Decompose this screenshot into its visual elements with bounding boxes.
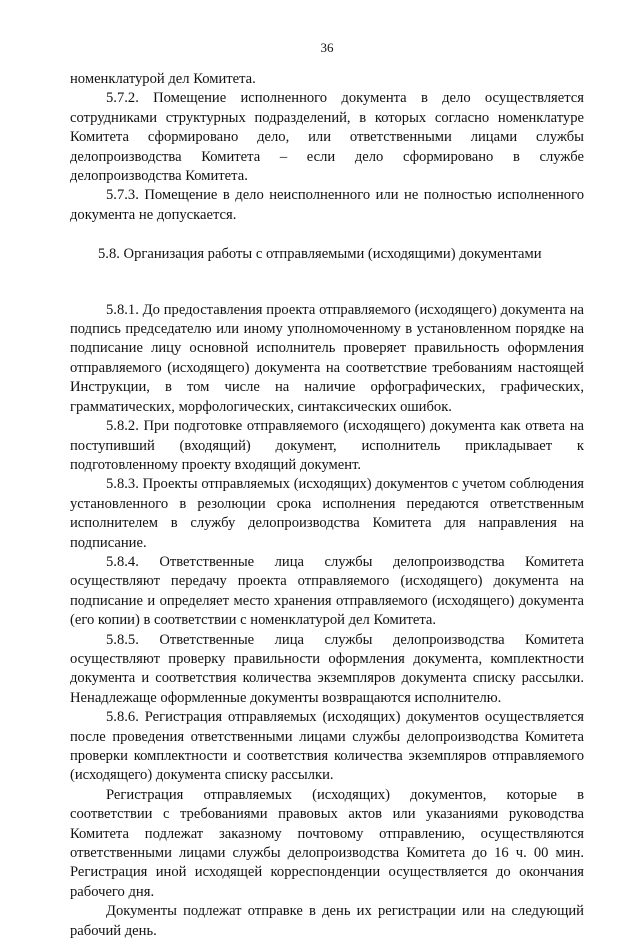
- paragraph-5-8-4: 5.8.4. Ответственные лица службы делопроизводства Комитета осуществляют передачу проекта отправляемого (исходящего) документа на подписание и определяет место хранения отправляемого (исходящего) документа (его копии) в соответствии с номенклатурой дел Комитета.: [70, 553, 584, 629]
- paragraph-registration: Регистрация отправляемых (исходящих) документов, которые в соответствии с требованиями правовых актов или указаниями руководства Комитета подлежат заказному почтовому отправлению, осуществляются ответственными лицами службы делопроизводства Комитета до 16 ч. 00 мин. Регистрация иной исходящей корреспонденции осуществляется до окончания рабочего дня.: [70, 786, 584, 900]
- paragraph-5-8-1: 5.8.1. До предоставления проекта отправляемого (исходящего) документа на подпись председателю или иному уполномоченному в установленном порядке на подписание лицу основной исполнитель проверяет правильность оформления отправляемого (исходящего) документа на соответствие требованиям настоящей Инструкции, в том числе на наличие орфографических, графических, грамматических, морфологических, синтаксических ошибок.: [70, 301, 584, 415]
- page-number: 36: [320, 40, 334, 55]
- paragraph-5-7-3: 5.7.3. Помещение в дело неисполненного или не полностью исполненного документа не допускается.: [70, 187, 584, 223]
- paragraph-5-8-3: 5.8.3. Проекты отправляемых (исходящих) документов с учетом соблюдения установленного в резолюции срока исполнения передаются ответственным исполнителем в службу делопроизводства Комитета для направления на подписание.: [70, 476, 584, 551]
- paragraph-dispatch: Документы подлежат отправке в день их регистрации или на следующий рабочий день.: [70, 903, 584, 939]
- paragraph-continuation: номенклатурой дел Комитета.: [70, 71, 256, 87]
- paragraph-5-7-2: 5.7.2. Помещение исполненного документа в дело осуществляется сотрудниками структурных подразделений, в которых согласно номенклатуре Комитета сформировано дело, или ответственными лицами службы делопроизводства Комитета – если дело сформировано в службе делопроизводства Комитета.: [70, 90, 584, 185]
- section-heading-5-8: 5.8. Организация работы с отправляемыми (исходящими) документами: [98, 246, 542, 263]
- paragraph-5-8-5: 5.8.5. Ответственные лица службы делопроизводства Комитета осуществляют проверку правильности оформления документа, комплектности документа и соответствия количества экземпляров документа списку рассылки. Ненадлежаще оформленные документы возвращаются исполнителю.: [70, 631, 584, 706]
- paragraph-5-8-6: 5.8.6. Регистрация отправляемых (исходящих) документов осуществляется после проведения ответственными лицами службы делопроизводства Комитета проверки комплектности и соответствия количества экземпляров отправляемого (исходящего) документа списку рассылки.: [70, 709, 584, 784]
- paragraph-5-8-2: 5.8.2. При подготовке отправляемого (исходящего) документа как ответа на поступивший (входящий) документ, исполнитель прикладывает к подготовленному проекту входящий документ.: [70, 418, 584, 473]
